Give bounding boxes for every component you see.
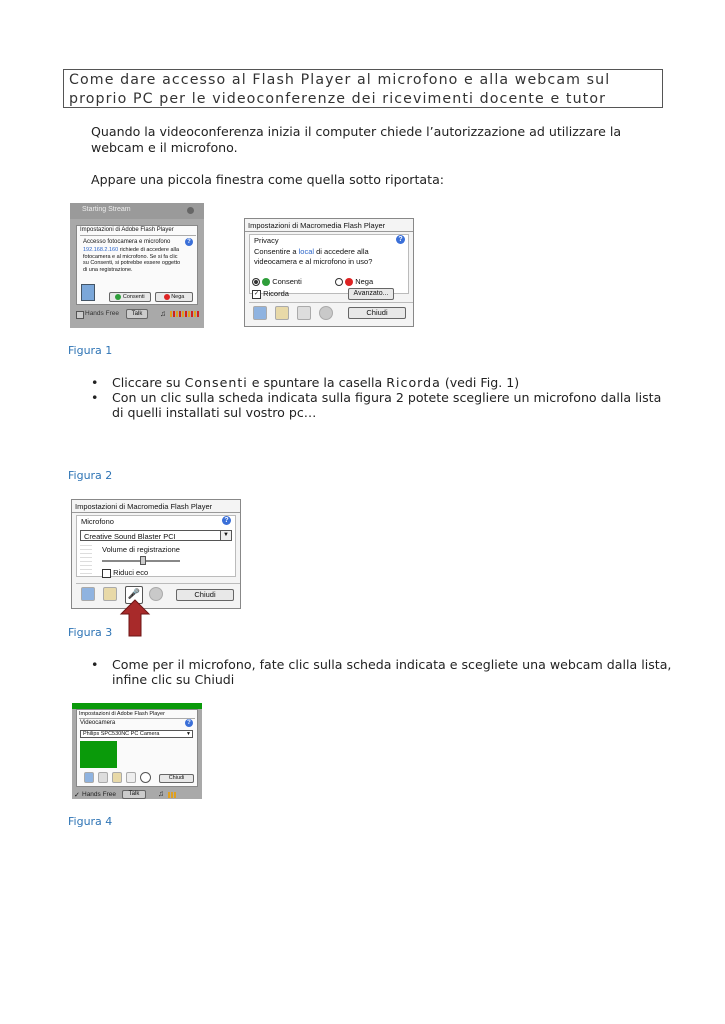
advanced-button[interactable] (348, 288, 394, 300)
close-label: Chiudi (168, 775, 185, 781)
talk-button[interactable] (122, 790, 146, 799)
close-label: Chiudi (366, 308, 388, 317)
intro-paragraph (91, 124, 621, 156)
help-icon[interactable]: ? (396, 235, 405, 244)
title-line-1: Come dare accesso al Flash Player al microfono e alla webcam sul (69, 72, 611, 88)
allow-label: Consenti (272, 277, 302, 286)
deny-icon (345, 278, 353, 286)
webcam-section-label: Videocamera (80, 720, 116, 726)
access-text-1: richiede di accedere alla (118, 247, 180, 253)
question-part-2: di accedere alla (314, 247, 369, 256)
red-arrow-icon (119, 599, 151, 637)
hands-free-checkbox[interactable] (76, 311, 84, 319)
checkmark-icon: ✓ (253, 290, 260, 297)
microphone-tab-icon[interactable]: 🎤 (125, 586, 143, 604)
help-icon[interactable]: ? (185, 719, 193, 727)
volume-label: Volume di registrazione (102, 545, 180, 554)
hands-free-label: Hands Free (85, 310, 119, 317)
figure1-macromedia-privacy-screenshot (244, 218, 414, 327)
mic-section-label: Microfono (81, 517, 114, 526)
check-icon (115, 294, 121, 300)
privacy-dialog-title: Impostazioni di Macromedia Flash Player (248, 221, 386, 230)
microphone-icon: ♫ (158, 789, 164, 798)
mic-dialog-title: Impostazioni di Macromedia Flash Player (75, 502, 213, 511)
camera-tab-icon[interactable] (149, 587, 163, 601)
audio-level-meter (170, 311, 200, 317)
instruction-list-1 (91, 375, 681, 420)
close-label: Chiudi (194, 590, 216, 599)
privacy-section-label: Privacy (254, 236, 279, 245)
access-text-2: fotocamera e al microfono. Se si fa clic (83, 253, 178, 260)
microphone-tab-icon[interactable] (297, 306, 311, 320)
camera-select[interactable] (80, 730, 193, 738)
microphone-tab-icon[interactable] (126, 772, 136, 783)
talk-label: Talk (131, 311, 143, 317)
access-text-3: su Consenti, si potrebbe essere oggetto (83, 260, 181, 266)
question-line-2: videocamera e al microfono in uso? (254, 257, 373, 266)
adobe-dialog (76, 225, 198, 305)
adobe-dialog-title: Impostazioni di Adobe Flash Player (80, 227, 174, 233)
bullet1-consenti: Consenti (184, 375, 248, 390)
storage-tab-icon[interactable] (275, 306, 289, 320)
selected-camera: Philips SPC530NC PC Camera (83, 731, 160, 737)
allow-button[interactable] (109, 292, 151, 302)
deny-button[interactable] (155, 292, 193, 302)
help-icon[interactable]: ? (185, 238, 193, 246)
camera-preview (80, 741, 117, 768)
figure3-microphone-settings-screenshot (71, 499, 241, 609)
remember-checkbox[interactable] (252, 289, 289, 299)
intro-line-2: webcam e il microfono. (91, 140, 238, 155)
title-line-2: proprio PC per le videoconferenze dei ricevimenti docente e tutor (69, 91, 607, 107)
privacy-tab-icon[interactable] (253, 306, 267, 320)
selected-microphone: Creative Sound Blaster PCI (84, 532, 176, 541)
help-icon[interactable]: ? (222, 516, 231, 525)
bullet1-text-b: e spuntare la casella (247, 375, 387, 390)
bullet2-line-1: • Con un clic sulla scheda indicata sulla figura 2 potete scegliere un microfono dalla lista (112, 390, 662, 405)
remember-label: Ricorda (263, 289, 289, 298)
privacy-question (254, 247, 372, 267)
talk-button[interactable] (126, 309, 148, 319)
figure1-caption: Figura 1 (68, 344, 113, 357)
audio-level-meter (168, 792, 176, 798)
list-item (91, 390, 681, 420)
figure3-caption: Figura 3 (68, 626, 113, 639)
close-button[interactable] (348, 307, 406, 319)
deny-radio[interactable] (335, 277, 373, 286)
privacy-tab-icon[interactable] (84, 772, 94, 783)
figure2-caption: Figura 2 (68, 469, 113, 482)
instruction-list-2 (91, 657, 681, 687)
access-text-4: di una registrazione. (83, 266, 133, 273)
hands-free-label: Hands Free (82, 791, 116, 798)
question-link: local (298, 247, 315, 256)
camera-tab-icon[interactable] (81, 284, 95, 301)
figure4-webcam-settings-screenshot (72, 703, 202, 799)
allow-label: Consenti (122, 294, 145, 300)
microphone-select[interactable] (80, 530, 232, 541)
figure4-caption: Figura 4 (68, 815, 113, 828)
question-part-1: Consentire a (254, 247, 299, 256)
access-heading: Accesso fotocamera e microfono (83, 239, 171, 245)
advanced-label: Avanzato... (353, 290, 389, 297)
microphone-icon: ♫ (160, 309, 166, 318)
close-button[interactable] (176, 589, 234, 601)
intro-line-1: Quando la videoconferenza inizia il computer chiede l’autorizzazione ad utilizzare la (91, 124, 622, 139)
camera-tab-icon[interactable] (140, 772, 151, 783)
webcam-dialog (76, 709, 198, 787)
stream-title: Starting Stream (82, 206, 131, 213)
reduce-echo-checkbox[interactable] (102, 568, 148, 578)
deny-icon (164, 294, 170, 300)
radio-unchecked (335, 278, 343, 286)
chevron-down-icon: ▼ (186, 731, 191, 737)
checkbox-box (102, 569, 111, 578)
document-title (63, 69, 663, 108)
display-tab-icon[interactable] (98, 772, 108, 783)
close-button[interactable] (159, 774, 194, 783)
bullet2-line-2: di quelli installati sul vostro pc… (112, 405, 317, 420)
talk-label: Talk (128, 791, 140, 797)
list-item (91, 657, 681, 687)
access-text (83, 247, 195, 273)
volume-slider-handle[interactable] (140, 556, 146, 565)
bullet1-text-a: Cliccare su (112, 375, 185, 390)
camera-tab-icon[interactable] (319, 306, 333, 320)
figure1-adobe-dialog-screenshot (70, 203, 204, 328)
bullet1-ricorda: Ricorda (386, 375, 441, 390)
hands-free-checkbox[interactable]: ✓ (74, 792, 80, 799)
radio-checked (252, 278, 260, 286)
storage-tab-icon[interactable] (103, 587, 117, 601)
reduce-echo-label: Riduci eco (113, 568, 149, 577)
chevron-down-icon: ▼ (220, 531, 231, 540)
check-icon (262, 278, 270, 286)
webcam-dialog-title: Impostazioni di Adobe Flash Player (79, 711, 165, 717)
deny-label: Nega (355, 277, 374, 286)
gear-icon (187, 207, 194, 214)
list-item (91, 375, 681, 390)
allow-radio[interactable] (252, 277, 302, 286)
bullet3-line-1: • Come per il microfono, fate clic sulla scheda indicata e scegliete una webcam dalla lista, (112, 657, 672, 672)
intro-paragraph-2: Appare una piccola finestra come quella sotto riportata: (91, 172, 445, 187)
deny-label: Nega (171, 294, 185, 300)
level-meter (80, 544, 92, 574)
bullet1-text-c: (vedi Fig. 1) (440, 375, 520, 390)
bullet3-line-2: infine clic su Chiudi (112, 672, 235, 687)
privacy-tab-icon[interactable] (81, 587, 95, 601)
host-link: 192.168.2.160 (83, 247, 119, 253)
storage-tab-icon[interactable] (112, 772, 122, 783)
